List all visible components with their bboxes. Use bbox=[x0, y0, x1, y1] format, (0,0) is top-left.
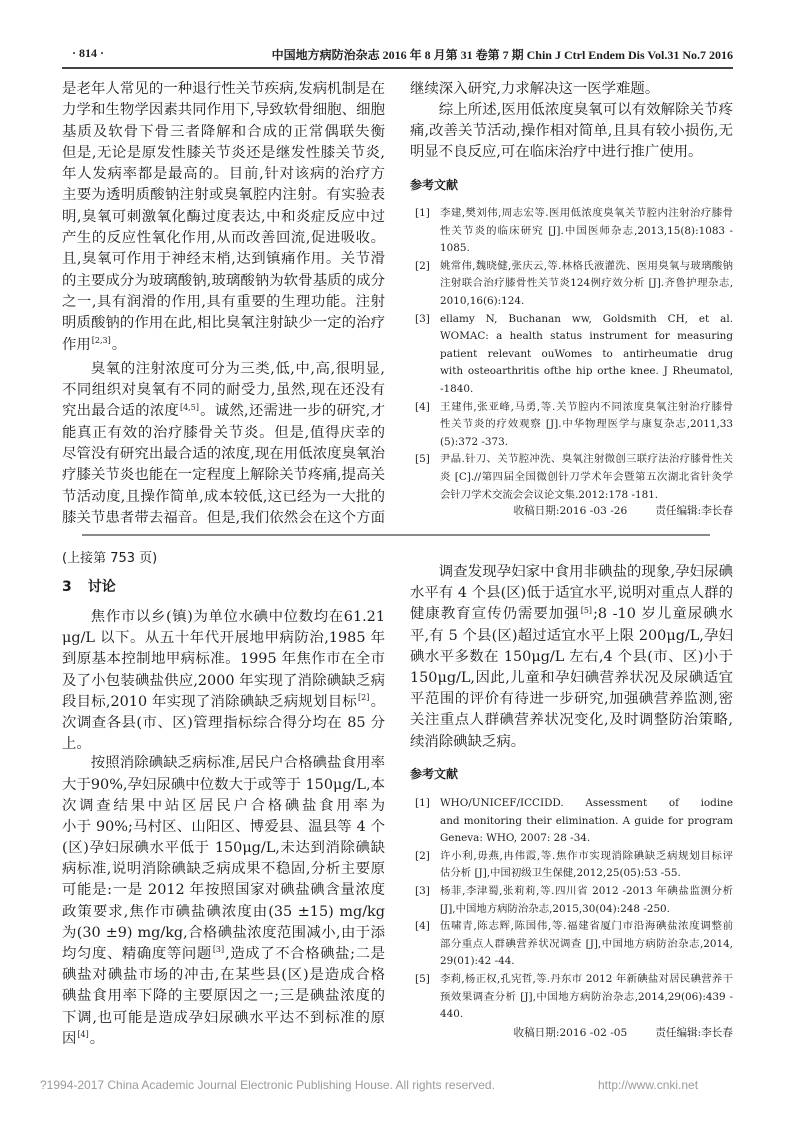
footer bbox=[40, 1078, 740, 1092]
text-line: 会针刀学术交流会会议论文集.2012:178 -181. bbox=[440, 488, 659, 501]
text-segment: 段目标,2010 年实现了消除碘缺乏病规划目标 bbox=[62, 693, 357, 710]
text-line: 平,有 5 个县(区)超过适宜水平上限 200μg/L,孕妇 bbox=[410, 627, 733, 644]
text-line: 及了小包装碘盐供应,2000 年实现了消除碘缺乏病 bbox=[62, 672, 385, 689]
text-line bbox=[62, 1029, 385, 1050]
text-line: WOMAC: a health status instrument for measuring bbox=[440, 330, 733, 343]
reference-item bbox=[410, 795, 733, 848]
text-line: 预效果调查分析 [J],中国地方病防治杂志,2014,29(06):439 - bbox=[440, 990, 733, 1003]
reference-item bbox=[410, 258, 733, 311]
text-segment: 究出最合适的浓度 bbox=[62, 403, 179, 420]
text-line: ellamy N, Buchanan ww, Goldsmith CH, et al. bbox=[440, 312, 733, 325]
reference-item bbox=[410, 848, 733, 883]
reference-item bbox=[410, 205, 733, 258]
responsible-editor: 责任编辑:李长春 bbox=[655, 505, 733, 517]
text-line: 碘水平多数在 150μg/L 左右,4 个县(市、区)小于 bbox=[410, 648, 733, 665]
text-segment: 。诚然,还需进一步的研究,才 bbox=[199, 403, 385, 420]
text-line: 李建,樊刘伟,周志宏等.医用低浓度臭氧关节腔内注射治疗膝骨 bbox=[440, 207, 733, 219]
paragraph bbox=[410, 79, 733, 100]
text-line: 王建伟,张亚峰,马勇,等.关节腔内不同浓度臭氧注射治疗膝骨 bbox=[440, 400, 733, 413]
text-line: (5):372 -373. bbox=[440, 435, 509, 448]
text-line: -1840. bbox=[440, 382, 474, 395]
article1-left-column bbox=[62, 79, 385, 529]
text-line: 估分析 [J],中国初级卫生保健,2012,25(05):53 -55. bbox=[440, 867, 681, 880]
citation-superscript: [5] bbox=[580, 605, 593, 615]
text-segment: 基质及软骨下骨三者降解和合成的正常偶联失衡 bbox=[62, 123, 385, 140]
section-heading bbox=[62, 576, 132, 596]
text-line: 大于90%,孕妇尿碘中位数大于或等于 150μg/L,本 bbox=[62, 776, 385, 793]
reference-number: [5] bbox=[415, 972, 430, 985]
text-line bbox=[62, 122, 385, 143]
text-line: and monitoring their elimination. A guide for program bbox=[440, 814, 733, 827]
reference-text bbox=[440, 918, 733, 971]
continued-from-note: (上接第 753 页) bbox=[62, 551, 158, 566]
text-line: 且,臭氧可作用于神经末梢,达到镇痛作用。关节滑 bbox=[62, 251, 385, 268]
paragraph bbox=[410, 562, 733, 753]
text-line: 之一,具有润滑的作用,具有重要的生理功能。注射 bbox=[62, 293, 385, 310]
text-segment: 均匀度、精确度等问题 bbox=[62, 946, 212, 962]
reference-item bbox=[410, 883, 733, 918]
text-segment: 作用 bbox=[62, 336, 91, 353]
text-line: 能真正有效的治疗膝骨关节炎。但是,值得庆幸的 bbox=[62, 424, 385, 441]
text-line: 可能是:一是 2012 年按照国家对碘盐碘含量浓度 bbox=[62, 882, 385, 899]
text-line: 臭氧的注射浓度可分为三类,低,中,高,很明显, bbox=[90, 360, 385, 377]
text-line: 150μg/L,因此,儿童和孕妇碘营养状况及尿碘适宜 bbox=[410, 669, 733, 686]
article1-right-column bbox=[410, 79, 733, 163]
reference-item bbox=[410, 399, 733, 452]
paragraph bbox=[62, 607, 385, 755]
text-line: patient relevant ouWomes to antirheumatie drug bbox=[440, 347, 733, 360]
text-line: 性关节炎的疗效观察 [J].中华物理医学与康复杂志,2011,33 bbox=[440, 418, 733, 431]
reference-number: [2] bbox=[415, 259, 430, 272]
text-line: with osteoarthritis ofthe hip orthe knee. J Rheumatol, bbox=[440, 365, 733, 378]
reference-text bbox=[440, 205, 733, 258]
text-line: 产生的反应性氧化作用,从而改善回流,促进吸收。 bbox=[62, 230, 385, 247]
text-line: 但是,无论是原发性膝关节炎还是继发性膝关节炎, bbox=[62, 144, 385, 161]
cnki-link[interactable]: http://www.cnki.net bbox=[598, 1078, 699, 1092]
text-line: [J],中国地方病防治杂志,2015,30(04):248 -250. bbox=[440, 902, 670, 915]
references-list bbox=[410, 205, 733, 504]
article-divider bbox=[82, 534, 710, 536]
text-line bbox=[62, 944, 385, 965]
text-line: 平范围的评价有待进一步研究,加强碘营养监测,密 bbox=[410, 691, 733, 708]
text-line: (区)孕妇尿碘水平低于 150μg/L,未达到消除碘缺 bbox=[62, 840, 385, 857]
reference-text bbox=[440, 311, 733, 399]
references-list bbox=[410, 795, 733, 1024]
text-line: 调查发现孕妇家中食用非碘盐的现象,孕妇尿碘 bbox=[438, 564, 733, 580]
citation-superscript: [2] bbox=[358, 692, 370, 702]
text-line: 为(30 ±9) mg/kg,合格碘盐浓度范围减小,由于添 bbox=[62, 924, 385, 941]
reference-item bbox=[410, 971, 733, 1024]
text-line: 病标准,说明消除碘缺乏病成果不稳固,分析主要原 bbox=[62, 861, 385, 878]
text-line: 膝关节患者带去福音。但是,我们依然会在这个方面 bbox=[62, 509, 385, 526]
text-line: 水平有 4 个县(区)低于适宜水平,说明对重点人群的 bbox=[410, 585, 733, 602]
text-line: 节活动度,且操作简单,成本较低,这已经为一大批的 bbox=[62, 488, 385, 505]
text-line bbox=[62, 401, 385, 422]
text-line: 2010,16(6):124. bbox=[440, 294, 525, 307]
text-line: 杨菲,李津蜀,张莉莉,等.四川省 2012 -2013 年碘盐监测分析 bbox=[440, 884, 733, 897]
text-line bbox=[410, 604, 733, 625]
reference-item bbox=[410, 311, 733, 399]
section-title: 讨论 bbox=[87, 579, 116, 595]
citation-superscript: [3] bbox=[212, 945, 225, 955]
text-line: 炎 [C].//第四届全国微创针刀学术年会暨第五次湖北省针灸学 bbox=[440, 470, 733, 483]
text-line: Geneva: WHO, 2007: 28 -34. bbox=[440, 832, 591, 845]
text-line: 明,臭氧可刺激氧化酶过度表达,中和炎症反应中过 bbox=[62, 208, 385, 225]
text-line: 关注重点人群碘营养状况变化,及时调整防治策略, bbox=[410, 712, 733, 729]
text-line: 政策要求,焦作市碘盐碘浓度由(35 ±15) mg/kg bbox=[62, 903, 385, 920]
paragraph bbox=[410, 100, 733, 163]
received-date-line bbox=[410, 503, 733, 521]
references-heading: 参考文献 bbox=[410, 767, 459, 781]
page-number: · 814 · bbox=[72, 46, 105, 60]
text-line: μg/L 以下。从五十年代开展地甲病防治,1985 年 bbox=[62, 630, 385, 647]
text-line: 明质酸钠的作用在此,相比臭氧注射缺少一定的治疗 bbox=[62, 315, 385, 332]
header-rule bbox=[62, 67, 733, 69]
text-segment: 健康教育宣传仍需要加强 bbox=[410, 606, 580, 623]
text-line: 碘盐对碘盐市场的冲击,在某些县(区)是造成合格 bbox=[62, 967, 385, 984]
reference-number: [5] bbox=[415, 453, 430, 466]
received-date-line bbox=[410, 1025, 733, 1043]
text-line: 疗膝关节炎也能在一定程度上解除关节疼痛,提高关 bbox=[62, 467, 385, 484]
reference-text bbox=[440, 971, 733, 1024]
received-date: 收稿日期:2016 -03 -26 bbox=[513, 505, 628, 517]
text-line: 小于 90%;马村区、山阳区、博爱县、温县等 4 个 bbox=[62, 818, 385, 835]
text-line: 下调,也可能是造成孕妇尿碘水平达不到标准的原 bbox=[62, 1009, 385, 1026]
text-line: 继续深入研究,力求解决这一医学难题。 bbox=[410, 81, 660, 97]
text-line: 李莉,杨正权,孔宪哲,等.丹东市 2012 年新碘盐对居民碘营养干 bbox=[440, 972, 733, 985]
paragraph bbox=[62, 359, 385, 529]
text-line: 是老年人常见的一种退行性关节疾病,发病机制是在 bbox=[62, 81, 385, 97]
text-segment: ,造成了不合格碘盐;二是 bbox=[225, 946, 385, 962]
paragraph bbox=[62, 753, 385, 1050]
text-line: 综上所述,医用低浓度臭氧可以有效解除关节疼 bbox=[438, 101, 733, 118]
text-line: 按照消除碘缺乏病标准,居民户合格碘盐食用率 bbox=[90, 755, 385, 772]
reference-item bbox=[410, 451, 733, 504]
running-header: 中国地方病防治杂志 2016 年 8 月第 31 卷第 7 期 Chin J Ctrl Endem Dis Vol.31 No.7 2016 bbox=[271, 48, 733, 62]
text-line: 年人发病率都是最高的。目前,针对该病的治疗方 bbox=[62, 166, 385, 183]
text-line: 部分重点人群碘营养状况调查 [J],中国地方病防治杂志,2014, bbox=[440, 937, 733, 950]
reference-number: [3] bbox=[415, 312, 430, 325]
text-line: 尹晶.针刀、关节腔冲洗、臭氧注射微创三联疗法治疗膝骨性关 bbox=[440, 453, 733, 466]
text-line: 焦作市以乡(镇)为单位水碘中位数均在61.21 bbox=[90, 609, 385, 625]
text-segment: 。 bbox=[89, 1030, 105, 1047]
reference-number: [3] bbox=[415, 884, 430, 897]
reference-text bbox=[440, 848, 733, 883]
reference-text bbox=[440, 451, 733, 504]
text-line: 注射联合治疗膝骨性关节炎124例疗效分析 [J].齐鲁护理杂志, bbox=[440, 277, 733, 290]
citation-superscript: [4,5] bbox=[179, 402, 199, 412]
citation-superscript: [4] bbox=[77, 1029, 89, 1039]
text-segment: 。 bbox=[370, 693, 385, 710]
text-line: 到原基本控制地甲病标准。1995 年焦作市在全市 bbox=[62, 651, 385, 668]
text-line: 29(01):42 -44. bbox=[440, 955, 515, 968]
text-segment: 因 bbox=[62, 1030, 77, 1047]
text-line: 上。 bbox=[62, 736, 91, 753]
references-heading: 参考文献 bbox=[410, 178, 459, 192]
section-number: 3 bbox=[62, 579, 72, 595]
text-line: 不同组织对臭氧有不同的耐受力,虽然,现在还没有 bbox=[62, 382, 385, 399]
received-date: 收稿日期:2016 -02 -05 bbox=[513, 1027, 628, 1039]
text-line: 碘盐食用率下降的主要原因之一;三是碘盐浓度的 bbox=[62, 988, 385, 1005]
text-line: 主要为透明质酸钠注射或臭氧腔内注射。有实验表 bbox=[62, 187, 385, 204]
text-line: 伍啸青,陈志辉,陈国伟,等.福建省厦门市沿海碘盐浓度调整前 bbox=[440, 920, 733, 933]
article2-right-column bbox=[410, 562, 733, 753]
reference-text bbox=[440, 258, 733, 311]
reference-number: [1] bbox=[415, 207, 430, 219]
text-line: 姚常伟,魏晓健,张庆云,等.林格氏液灌洗、医用臭氧与玻璃酸钠 bbox=[440, 259, 733, 272]
text-line: 440. bbox=[440, 1008, 464, 1021]
text-line: 1085. bbox=[440, 242, 470, 255]
citation-superscript: [2,3] bbox=[91, 335, 111, 345]
text-line: 力学和生物学因素共同作用下,导致软骨细胞、细胞 bbox=[62, 102, 385, 119]
reference-number: [4] bbox=[415, 400, 430, 413]
text-segment: ;8 -10 岁儿童尿碘水 bbox=[593, 606, 733, 623]
reference-text bbox=[440, 883, 733, 918]
reference-item bbox=[410, 918, 733, 971]
copyright-notice: ?1994-2017 China Academic Journal Electronic Publishing House. All rights reserved. bbox=[40, 1078, 495, 1092]
article2-left-column bbox=[62, 607, 385, 1050]
text-line: 痛,改善关节活动,操作相对简单,且具有较小损伤,无 bbox=[410, 122, 733, 139]
text-line: 的主要成分为玻璃酸钠,玻璃酸钠为软骨基质的成分 bbox=[62, 272, 385, 289]
text-line: 明显不良反应,可在临床治疗中进行推广使用。 bbox=[410, 143, 703, 160]
text-line bbox=[62, 335, 385, 356]
text-line: WHO/UNICEF/ICCIDD. Assessment of iodine bbox=[440, 797, 733, 809]
paragraph bbox=[62, 79, 385, 356]
reference-number: [4] bbox=[415, 920, 430, 933]
reference-number: [2] bbox=[415, 849, 430, 862]
reference-text bbox=[440, 795, 733, 848]
text-line: 尽管没有研究出最合适的浓度,现在用低浓度臭氧治 bbox=[62, 446, 385, 463]
text-segment: 。 bbox=[111, 336, 127, 353]
text-line: 续消除碘缺乏病。 bbox=[410, 733, 526, 750]
text-line: 许小利,毋燕,冉伟霞,等.焦作市实现消除碘缺乏病规划目标评 bbox=[440, 849, 733, 862]
reference-text bbox=[440, 399, 733, 452]
text-line: 次调查各县(市、区)管理指标综合得分均在 85 分 bbox=[62, 714, 385, 731]
text-line: 次调查结果中站区居民户合格碘盐食用率为 bbox=[62, 797, 385, 814]
text-line: 性关节炎的临床研究 [J].中国医师杂志,2013,15(8):1083 - bbox=[440, 224, 733, 237]
text-line bbox=[62, 692, 385, 713]
responsible-editor: 责任编辑:李长春 bbox=[655, 1027, 733, 1039]
reference-number: [1] bbox=[415, 797, 430, 809]
